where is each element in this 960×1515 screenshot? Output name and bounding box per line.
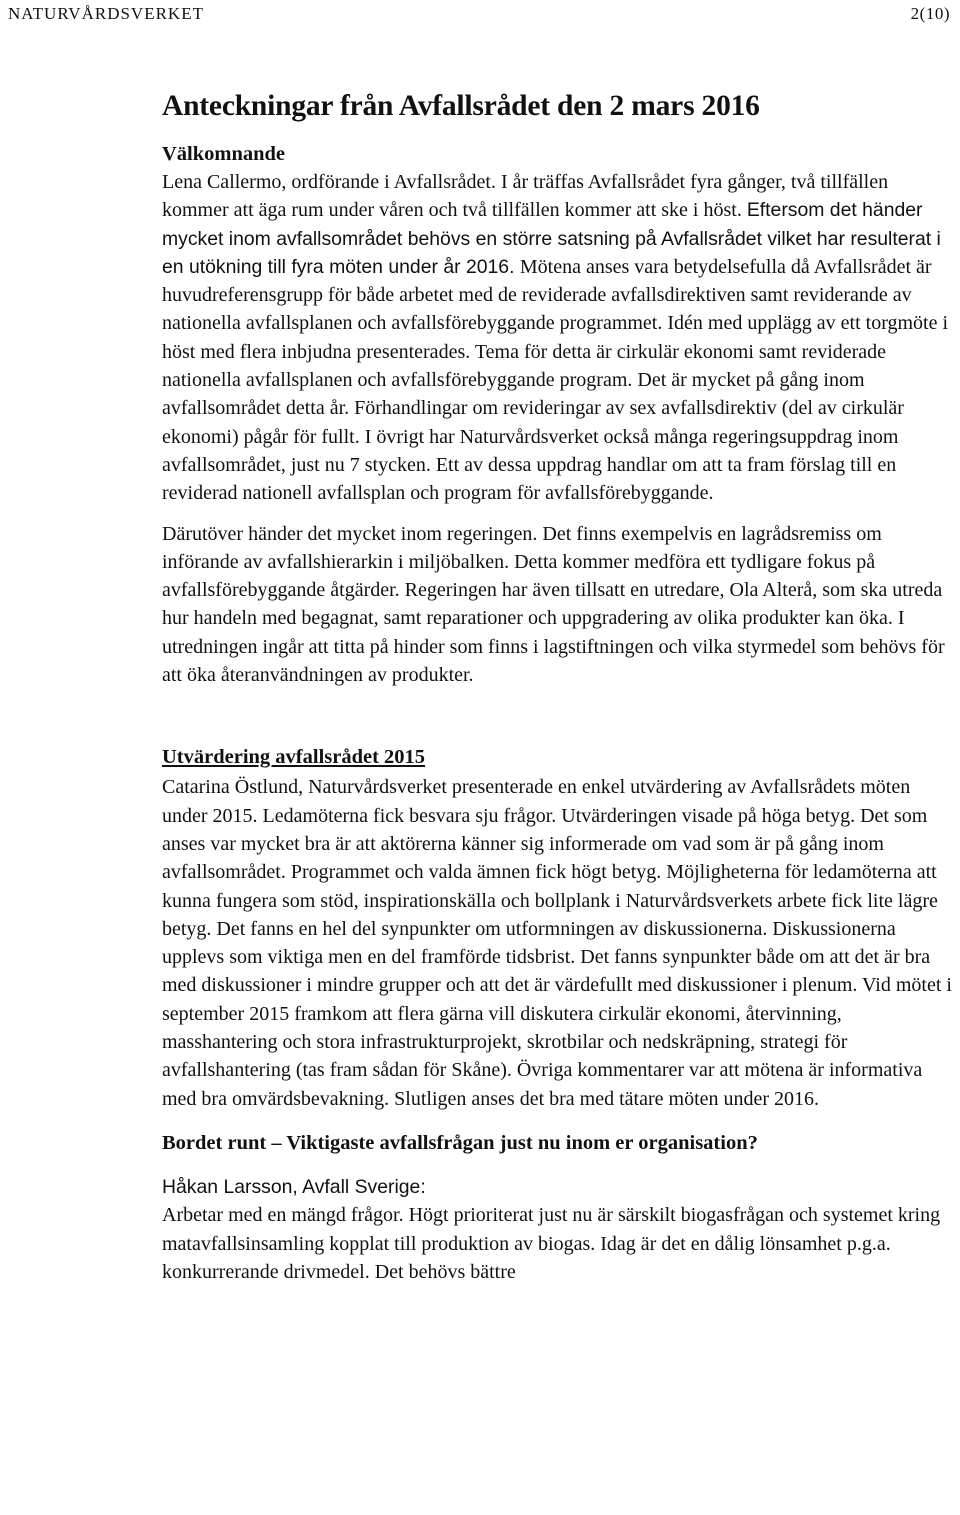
section-heading-roundtable: Bordet runt – Viktigaste avfallsfrågan just nu inom er organisation?	[162, 1131, 758, 1154]
welcome-text-serif-b: Mötena anses vara betydelsefulla då Avfallsrådet är huvudreferensgrupp för både arbetet med de reviderade avfallsdirektiven samt reviderande av nationella avfallsplanen och avfallsförebyggande programmet. Idén med upplägg av ett torgmöte i höst med flera inbjudna presenterades. Tema för detta är cirkulär ekonomi samt reviderade nationella avfallsplanen och avfallsförebyggande program. Det är mycket på gång inom avfallsområdet detta år. Förhandlingar om revideringar av sex avfallsdirektiv (del av cirkulär ekonomi) pågår för fullt. I övrigt har Naturvårdsverket också många regeringsuppdrag inom avfallsområdet, just nu 7 stycken. Ett av dessa uppdrag handlar om att ta fram förslag till en reviderad nationell avfallsplan och program för avfallsförebyggande.	[162, 255, 949, 505]
welcome-text-sans: Eftersom det händer mycket inom avfallsområdet behövs en större satsning på Avfallsrådet vilket har resulterat i en utökning till fyra möten under år 2016.	[162, 199, 941, 278]
document-body	[162, 86, 952, 1286]
agency-name: NATURVÅRDSVERKET	[8, 4, 204, 23]
section-heading-evaluation: Utvärdering avfallsrådet 2015	[162, 746, 426, 769]
document-title: Anteckningar från Avfallsrådet den 2 mars 2016	[162, 90, 760, 122]
page-number: 2(10)	[910, 4, 950, 23]
speaker-statement: Arbetar med en mängd frågor. Högt prioriterat just nu är särskilt biogasfrågan och systemet kring matavfallsinsamling kopplat till produktion av biogas. Idag är det en dålig lönsamhet p.g.a. konkurrerande drivmedel. Det behövs bättre	[162, 1204, 941, 1283]
evaluation-paragraph: Catarina Östlund, Naturvårdsverket presenterade en enkel utvärdering av Avfallsrådets möten under 2015. Ledamöterna fick besvara sju frågor. Utvärderingen visade på höga betyg. Det som anses var mycket bra är att aktörerna känner sig informerade om vad som är på gång inom avfallsområdet. Programmet och valda ämnen fick högt betyg. Möjligheterna för ledamöterna att kunna fungera som stöd, inspirationskälla och bollplank i Naturvårdsverkets arbete fick lite lägre betyg. Det fanns en hel del synpunkter om utformningen av diskussionerna. Diskussionerna upplevs som viktiga men en del framförde tidsbrist. Det fanns synpunkter både om att det är bra med diskussioner i mindre grupper och att det är värdefullt med diskussioner i plenum. Vid mötet i september 2015 framkom att flera gärna vill diskutera cirkulär ekonomi, återvinning, masshantering och stora infrastrukturprojekt, skrotbilar och nedskräpning, strategi för avfallshantering (tas fram sådan för Skåne). Övriga kommentarer var att mötena är informativa med bra omvärdsbevakning. Slutligen anses det bra med tätare möten under 2016.	[162, 776, 952, 1110]
page-header	[8, 4, 952, 28]
welcome-text-serif-a: Lena Callermo, ordförande i Avfallsrådet. I år träffas Avfallsrådet fyra gånger, två tillfällen kommer att äga rum under våren och två tillfällen kommer att ske i höst.	[162, 171, 889, 222]
speaker-name: Håkan Larsson, Avfall Sverige:	[162, 1175, 426, 1198]
welcome-paragraph-1	[162, 168, 952, 508]
section-heading-welcome: Välkomnande	[162, 143, 286, 165]
welcome-paragraph-2: Därutöver händer det mycket inom regeringen. Det finns exempelvis en lagrådsremiss om införande av avfallshierarkin i miljöbalken. Detta kommer medföra ett tydligare fokus på avfallsförebyggande åtgärder. Regeringen har även tillsatt en utredare, Ola Alterå, som ska utreda hur handeln med begagnat, samt reparationer och uppgradering av olika produkter kan öka. I utredningen ingår att titta på hinder som finns i lagstiftningen och vilka styrmedel som behövs för att öka återanvändningen av produkter.	[162, 522, 945, 687]
